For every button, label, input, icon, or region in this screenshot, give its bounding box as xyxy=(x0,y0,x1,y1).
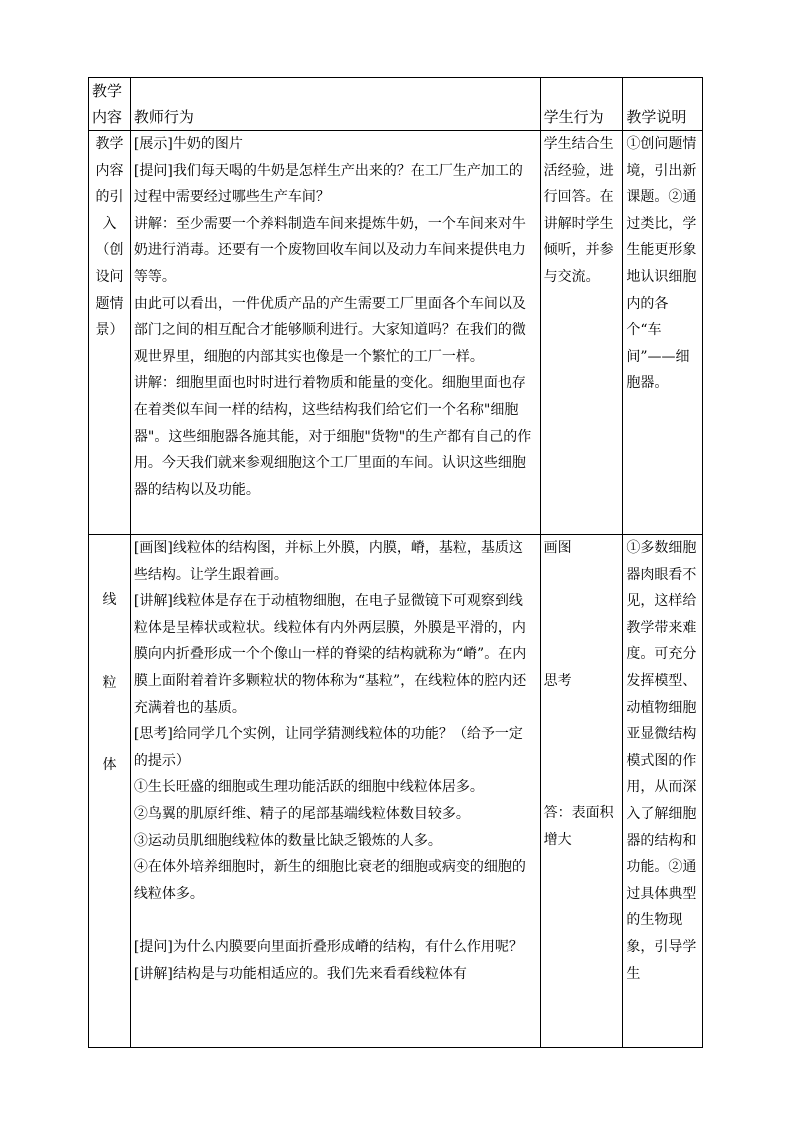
mito-student-1: 画图 xyxy=(543,540,572,556)
intro-teacher-p2: [提问]我们每天喝的牛奶是怎样生产出来的？在工厂生产加工的过程中需要经过哪些生产车间？ xyxy=(133,162,523,206)
mito-teacher-p9: [讲解]结构是与功能相适应的。我们先来看看线粒体有 xyxy=(133,965,467,982)
mitochondria-char-3: 体 xyxy=(102,757,117,774)
mito-student-2: 思考 xyxy=(543,672,572,689)
header-notes: 教学说明 xyxy=(623,78,703,131)
mitochondria-char-2: 粒 xyxy=(102,674,117,691)
mitochondria-student-cell xyxy=(540,535,623,1048)
header-row xyxy=(89,78,703,131)
mito-teacher-p3: [思考]给同学几个实例，让同学猜测线粒体的功能？（给予一定的提示） xyxy=(133,726,523,769)
mito-student-3: 答：表面积增大 xyxy=(543,805,614,848)
mito-teacher-p5: ②鸟翼的肌原纤维、精子的尾部基端线粒体数目较多。 xyxy=(133,805,470,822)
header-teacher: 教师行为 xyxy=(130,78,540,131)
intro-teacher-p1: [展示]牛奶的图片 xyxy=(133,136,243,152)
mito-teacher-p7: ④在体外培养细胞时，新生的细胞比衰老的细胞或病变的细胞的线粒体多。 xyxy=(133,859,526,902)
intro-student-cell: 学生结合生活经验，进行回答。在讲解时学生倾听，并参与交流。 xyxy=(540,131,623,535)
mitochondria-teacher-cell xyxy=(130,535,540,1048)
mito-teacher-p4: ①生长旺盛的细胞或生理功能活跃的细胞中线粒体居多。 xyxy=(133,779,484,796)
intro-teacher-cell xyxy=(130,131,540,535)
intro-teacher-p4: 由此可以看出，一件优质产品的产生需要工厂里面各个车间以及部门之间的相互配合才能够顺利进行。大家知道吗？在我们的微观世界里，细胞的内部其实也像是一个繁忙的工厂一样。 xyxy=(133,295,526,365)
intro-content-cell xyxy=(89,131,131,535)
mitochondria-char-1: 线 xyxy=(102,592,117,608)
intro-teacher-p5: 讲解：细胞里面也时时进行着物质和能量的变化。细胞里面也存在着类似车间一样的结构，这些结构我们给它们一个名称"细胞器"。这些细胞器各施其能，对于细胞"货物"的生产都有自己的作用。今天我们就来参观细胞这个工厂里面的车间。认识这些细胞器的结构以及功能。 xyxy=(133,375,532,498)
header-content: 教学内容 xyxy=(89,78,131,131)
intro-notes-cell: ①创问题情境，引出新课题。②通过类比，学生能更形象地认识细胞内的各个“车间”——细胞器。 xyxy=(623,131,703,535)
mitochondria-row xyxy=(89,535,703,1048)
mito-teacher-p8: [提问]为什么内膜要向里面折叠形成嵴的结构，有什么作用呢？ xyxy=(133,938,523,955)
mitochondria-content-cell xyxy=(89,535,131,1048)
mito-teacher-p1: [画图]线粒体的结构图，并标上外膜，内膜，嵴，基粒，基质这些结构。让学生跟着画。 xyxy=(133,540,523,583)
lesson-plan-table xyxy=(88,77,703,1048)
intro-content-text: 教学内容的引入（创设问题情景） xyxy=(95,136,124,339)
intro-row xyxy=(89,131,703,535)
paragraph-gap xyxy=(134,907,537,934)
header-student: 学生行为 xyxy=(540,78,623,131)
mitochondria-notes-cell: ①多数细胞器肉眼看不见，这样给教学带来难度。可充分发挥模型、动植物细胞亚显微结构模式图的作用，从而深入了解细胞器的结构和功能。②通过具体典型的生物现象，引导学生 xyxy=(623,535,703,1048)
intro-teacher-p3: 讲解：至少需要一个养料制造车间来提炼牛奶，一个车间来对牛奶进行消毒。还要有一个废物回收车间以及动力车间来提供电力等等。 xyxy=(133,215,526,285)
mito-teacher-p6: ③运动员肌细胞线粒体的数量比缺乏锻炼的人多。 xyxy=(133,832,442,849)
mito-teacher-p2: [讲解]线粒体是存在于动植物细胞，在电子显微镜下可观察到线粒体是呈棒状或粒状。线粒体有内外两层膜，外膜是平滑的，内膜向内折叠形成一个个像山一样的脊梁的结构就称为“嵴”。在内膜上面附着着许多颗粒状的物体称为“基粒”，在线粒体的腔内还充满着也的基质。 xyxy=(133,593,527,716)
